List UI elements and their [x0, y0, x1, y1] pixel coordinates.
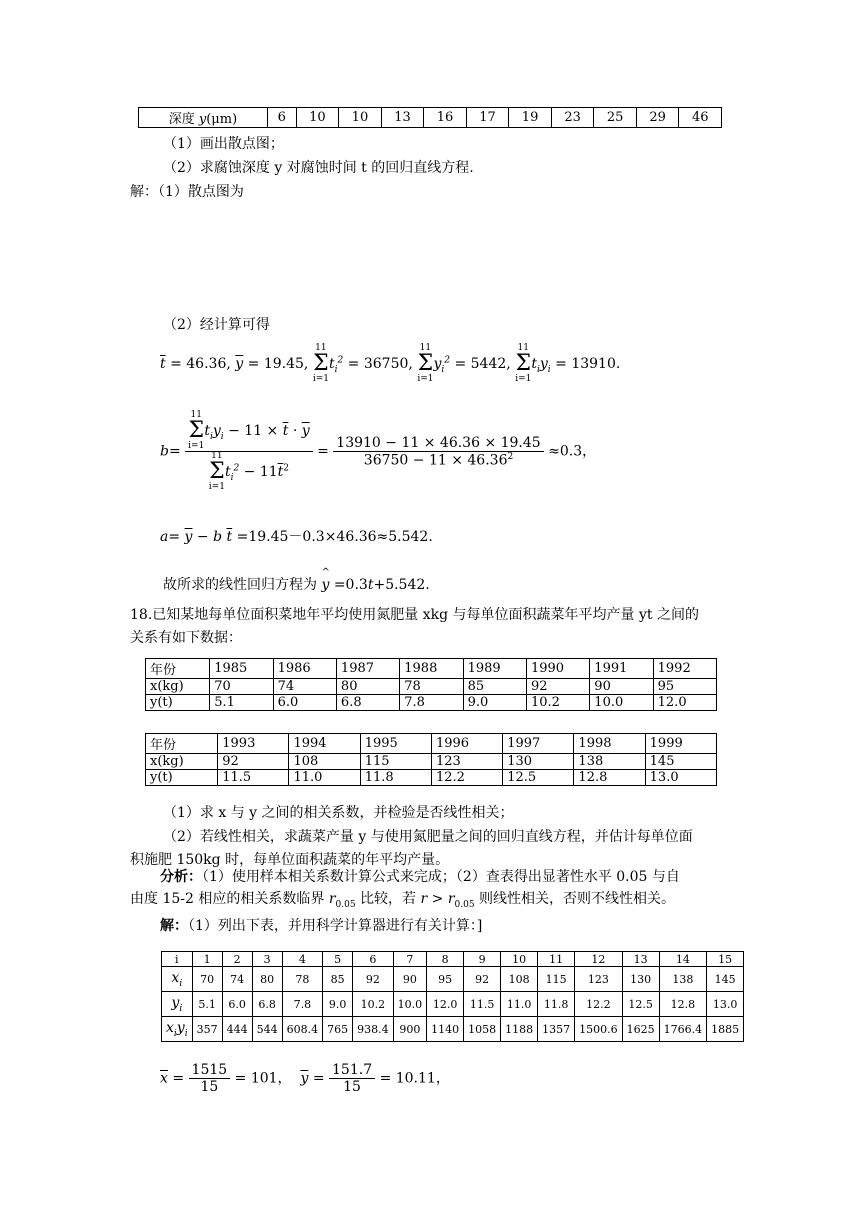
table-cell: 92	[218, 754, 289, 770]
table-cell: 1988	[400, 659, 463, 679]
calc-cell: 12	[575, 952, 623, 967]
table-cell: 7.8	[400, 695, 463, 711]
table-cell: 13.0	[645, 770, 716, 786]
calc-cell: 12.8	[659, 992, 707, 1017]
table-row	[146, 770, 717, 786]
depth-cell: 23	[551, 108, 594, 128]
table-cell: 9.0	[463, 695, 526, 711]
xbar-num: 1515	[189, 1062, 231, 1079]
depth-cell: 10	[339, 108, 382, 128]
calc-cell: 13	[622, 952, 659, 967]
calc-cell: 108	[501, 967, 538, 992]
table-cell: 123	[431, 754, 502, 770]
calc-cell: 15	[707, 952, 744, 967]
q18-intro-1: 18.已知某地每单位面积菜地年平均使用氮肥量 xkg 与每单位面积蔬菜年平均产量 yt 之间的	[130, 607, 699, 623]
table-cell: 85	[463, 679, 526, 695]
table-cell: 74	[273, 679, 336, 695]
calc-row-y	[162, 992, 744, 1017]
depth-cell: 46	[679, 108, 722, 128]
table-cell: 78	[400, 679, 463, 695]
calc-cell: 544	[252, 1017, 282, 1042]
q18-q2b: 积施肥 150kg 时，每单位面积蔬菜的年平均产量。	[130, 852, 450, 868]
table-cell: 12.2	[431, 770, 502, 786]
means-line: $\overline{x}$ = $\frac{1515}{15}$ = 101， $\overline{y}$ = $\frac{151.7}{15}$ = 10.11，	[160, 1062, 450, 1095]
table-cell: 70	[210, 679, 273, 695]
table-cell: 1997	[503, 734, 574, 754]
depth-cell: 19	[509, 108, 552, 128]
q18-q1: （1）求 x 与 y 之间的相关系数，并检验是否线性相关；	[163, 805, 514, 821]
depth-cell: 6	[267, 108, 296, 128]
calc-cell: 1766.4	[659, 1017, 707, 1042]
calc-cell: 78	[282, 967, 323, 992]
data-table-1	[145, 658, 717, 711]
depth-header: 深度 y(μm)	[139, 108, 268, 128]
calc-cell: 130	[622, 967, 659, 992]
calc-cell: 3	[252, 952, 282, 967]
table-cell: 1989	[463, 659, 526, 679]
calc-cell: 7.8	[282, 992, 323, 1017]
calc-cell: 12.2	[575, 992, 623, 1017]
calc-cell: 7	[393, 952, 427, 967]
calc-cell: 11.8	[538, 992, 575, 1017]
analysis-label: 分析：	[160, 869, 202, 885]
calc-row-i	[162, 952, 744, 967]
table-row	[146, 679, 717, 695]
calc-cell: 765	[323, 1017, 353, 1042]
calc-cell: 80	[252, 967, 282, 992]
depth-cell: 10	[296, 108, 339, 128]
calc-cell: 123	[575, 967, 623, 992]
calc-cell: 1500.6	[575, 1017, 623, 1042]
calc-cell: 5	[323, 952, 353, 967]
b-num-right: 13910 − 11 × 46.36 × 19.45	[333, 435, 543, 452]
depth-table	[138, 107, 722, 128]
table-cell: 1990	[526, 659, 589, 679]
calc-cell: 4	[282, 952, 323, 967]
solution-text: （1）列出下表，并用科学计算器进行有关计算：]	[188, 918, 483, 934]
q18-intro-2: 关系有如下数据：	[130, 630, 242, 646]
q17-q2: （2）求腐蚀深度 y 对腐蚀时间 t 的回归直线方程.	[163, 160, 474, 176]
calc-cell: 138	[659, 967, 707, 992]
table-cell: x(kg)	[146, 679, 210, 695]
calc-cell: 92	[353, 967, 394, 992]
calc-cell: 10.0	[393, 992, 427, 1017]
calc-row-x	[162, 967, 744, 992]
calc-row-xy	[162, 1017, 744, 1042]
table-cell: 1985	[210, 659, 273, 679]
ybar-den: 15	[343, 1079, 361, 1095]
calc-cell: 90	[393, 967, 427, 992]
q17-solution-1: 解：（1）散点图为	[130, 184, 244, 200]
calc-cell: 1140	[427, 1017, 464, 1042]
table-cell: 1992	[653, 659, 716, 679]
table-cell: 1999	[645, 734, 716, 754]
table-cell: y(t)	[146, 695, 210, 711]
table-cell: 80	[336, 679, 399, 695]
table-cell: 95	[653, 679, 716, 695]
calc-cell: $x_iy_i$	[162, 1017, 193, 1042]
table-cell: 1996	[431, 734, 502, 754]
table-cell: 130	[503, 754, 574, 770]
table-cell: 108	[289, 754, 360, 770]
calc-cell: 6	[353, 952, 394, 967]
calc-cell: 2	[222, 952, 252, 967]
table-row	[146, 695, 717, 711]
table-cell: 90	[590, 679, 653, 695]
calc-cell: 11	[538, 952, 575, 967]
calc-cell: 12.0	[427, 992, 464, 1017]
calc-cell: 8	[427, 952, 464, 967]
table-cell: 10.2	[526, 695, 589, 711]
table-cell: 11.8	[360, 770, 431, 786]
a-line: $a= \overline{y} - b$ $\overline{t} =19.45-0.3\times 46.36\approx 5.542$.	[160, 529, 433, 545]
table-cell: 10.0	[590, 695, 653, 711]
ybar-val: = 10.11，	[379, 1070, 450, 1087]
table-cell: 6.8	[336, 695, 399, 711]
q17-solution-2: （2）经计算可得	[163, 317, 270, 333]
calc-cell: 9	[464, 952, 501, 967]
b-formula: b= 11 Σ i=1 $t_iy_i - 11 \times \overline{t} \cdot \overline{y}$ 11 Σ i=1 $t_i^2 - 11\overline{t}^2$ = $\frac{13910 - 11 \times 46.36 \times 19.45}{36750 - 11 \times 46.36^2}$ ≈0.3，	[160, 410, 597, 492]
table-cell: y(t)	[146, 770, 218, 786]
calc-cell: $x_i$	[162, 967, 193, 992]
table-cell: x(kg)	[146, 754, 218, 770]
calc-cell: 1625	[622, 1017, 659, 1042]
table-cell: 1987	[336, 659, 399, 679]
b-label: b=	[160, 443, 181, 460]
calc-cell: 444	[222, 1017, 252, 1042]
calc-cell: 1058	[464, 1017, 501, 1042]
calc-cell: 11.5	[464, 992, 501, 1017]
conclusion: 故所求的线性回归方程为 y ^ =0.3t+5.542.	[163, 567, 430, 593]
calc-cell: 1357	[538, 1017, 575, 1042]
calc-cell: 12.5	[622, 992, 659, 1017]
table-cell: 12.0	[653, 695, 716, 711]
calc-cell: 85	[323, 967, 353, 992]
calc-cell: 900	[393, 1017, 427, 1042]
calc-cell: 1	[192, 952, 222, 967]
table-row	[146, 734, 717, 754]
q18-q2a: （2）若线性相关，求蔬菜产量 y 与使用氮肥量之间的回归直线方程，并估计每单位面	[163, 829, 693, 845]
calc-cell: 357	[192, 1017, 222, 1042]
table-cell: 11.0	[289, 770, 360, 786]
table-cell: 1986	[273, 659, 336, 679]
depth-row	[139, 108, 722, 128]
table-cell: 92	[526, 679, 589, 695]
table-row	[146, 754, 717, 770]
table-cell: 138	[574, 754, 645, 770]
table-cell: 1993	[218, 734, 289, 754]
calc-cell: 115	[538, 967, 575, 992]
calc-cell: 92	[464, 967, 501, 992]
calc-cell: 14	[659, 952, 707, 967]
depth-cell: 29	[636, 108, 679, 128]
table-cell: 145	[645, 754, 716, 770]
calc-cell: 11.0	[501, 992, 538, 1017]
solution-label: 解：	[160, 918, 188, 934]
calc-cell: 938.4	[353, 1017, 394, 1042]
calc-cell: i	[162, 952, 193, 967]
calc-cell: 95	[427, 967, 464, 992]
calc-cell: 9.0	[323, 992, 353, 1017]
calc-cell: 74	[222, 967, 252, 992]
calc-cell: 1885	[707, 1017, 744, 1042]
calc-table	[161, 951, 744, 1042]
table-cell: 1998	[574, 734, 645, 754]
table-cell: 年份	[146, 659, 210, 679]
table-cell: 6.0	[273, 695, 336, 711]
calc-cell: 5.1	[192, 992, 222, 1017]
table-row	[146, 659, 717, 679]
calc-cell: 70	[192, 967, 222, 992]
stats-line: $\overline{t} = 46.36$, $\overline{y} = 19.45$, 11 Σ i=1 $t_i^2 = 36750$, 11 Σ i=1 $y_i^2 = 5442$, 11 Σ i=1 $t_iy_i = 13910$.	[160, 343, 621, 384]
table-cell: 1991	[590, 659, 653, 679]
table-cell: 11.5	[218, 770, 289, 786]
analysis-line-1: 分析：（1）使用样本相关系数计算公式来完成；（2）查表得出显著性水平 0.05 与自	[160, 869, 680, 885]
calc-cell: 1188	[501, 1017, 538, 1042]
table-cell: 12.8	[574, 770, 645, 786]
ybar-num: 151.7	[329, 1062, 375, 1079]
xbar-den: 15	[200, 1079, 219, 1095]
analysis-line-2: 由度 15-2 相应的相关系数临界 $r_{0.05}$ 比较，若 $r > r_{0.05}$ 则线性相关，否则不线性相关。	[130, 891, 676, 910]
depth-cell: 25	[594, 108, 637, 128]
data-table-2	[145, 733, 717, 786]
calc-cell: 608.4	[282, 1017, 323, 1042]
table-cell: 5.1	[210, 695, 273, 711]
table-cell: 12.5	[503, 770, 574, 786]
table-cell: 年份	[146, 734, 218, 754]
calc-cell: 10.2	[353, 992, 394, 1017]
table-cell: 1995	[360, 734, 431, 754]
depth-cell: 17	[466, 108, 509, 128]
calc-cell: 6.0	[222, 992, 252, 1017]
b-result: ≈0.3，	[548, 443, 597, 460]
calc-cell: 145	[707, 967, 744, 992]
q17-q1: （1）画出散点图；	[163, 136, 284, 152]
depth-cell: 16	[424, 108, 467, 128]
calc-cell: 10	[501, 952, 538, 967]
solution-line	[160, 915, 482, 935]
calc-cell: 13.0	[707, 992, 744, 1017]
table-cell: 1994	[289, 734, 360, 754]
table-cell: 115	[360, 754, 431, 770]
xbar-val: = 101，	[234, 1070, 292, 1087]
calc-cell: 6.8	[252, 992, 282, 1017]
depth-cell: 13	[381, 108, 424, 128]
calc-cell: $y_i$	[162, 992, 193, 1017]
